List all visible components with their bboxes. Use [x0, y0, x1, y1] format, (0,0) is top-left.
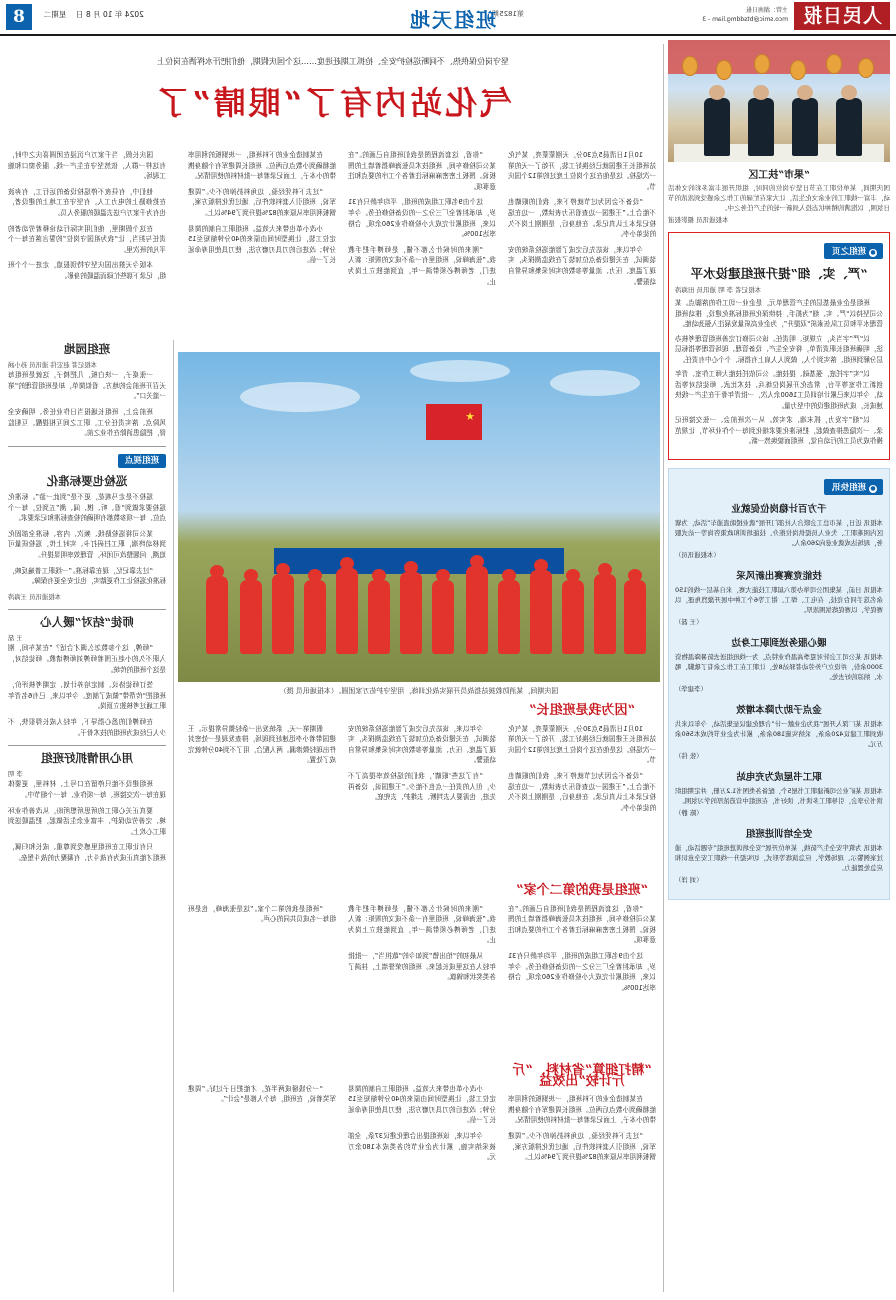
featured-article-title: “严、实、细”提升班组建设水平	[690, 266, 868, 281]
paragraph: 从最初的“怕出错”到如今的“敢担当”，一批批年轻人在这里成长起来。班组的荣誉墙上，挂满了各类奖状和锦旗。	[348, 951, 496, 982]
right-box-byline: 李 明	[8, 769, 23, 778]
column-label-banzu-shidian: 班组视点	[118, 454, 166, 469]
paragraph: 以“严”字当头，立规矩、明责任。该公司修订完善班组管理考核办法，明确班组长职责清单，将安全生产、设备管理、现场管理等指标层层分解到班组、落实到个人，做到人人肩上有指标、个个心中有责任。	[675, 334, 883, 364]
photo-person	[206, 576, 228, 654]
right-rail	[8, 340, 166, 869]
bullet-icon: ●	[870, 484, 876, 492]
news-title: 职工书屋成为充电站	[736, 771, 822, 783]
main-photo-caption: 国庆期间，某消防救援站指战员开展实战化训练，用坚守护佑万家团圆。（本报通讯员 摄）	[279, 687, 559, 695]
news-title: 千方百计稳岗位促就业	[731, 503, 827, 515]
paragraph: 在这个假期里，他们用实际行动诠释着劳动者的责任与担当，让“我为祖国守岗位”的誓言落在每一个平凡的班次里。	[8, 224, 166, 254]
paragraph: 这个由9名职工组成的班组，平均年龄只有31岁，却承担着全厂三分之一的设备检修任务。今年以来，班组累计完成大小检修作业260余项，合格率达100%。	[348, 198, 496, 239]
paragraph: 以“实”字托底，强基础、提技能。公司依托技能大师工作室、青年创新工作室等平台，常态化开展岗位练兵、技术比武、师徒结对等活动，今年以来已累计培训员工1600余人次，一批青年骨干在生产一线快速成长，成为班组建设的中坚力量。	[675, 370, 883, 410]
section-1-col-b	[348, 700, 496, 808]
news-title: 安全培训进班组	[745, 828, 813, 840]
news-text: 本报讯 某公司工会针对夏季高温作业特点，为一线班组送去防暑降温物资3000余份，并设立户外劳动者驿站8处，让职工在工作之余有了歇脚、喝水、纳凉的好去处。	[675, 652, 883, 681]
masthead-subline	[702, 6, 788, 24]
masthead	[0, 0, 896, 36]
paragraph: 小改小革也带来大效益。班组职工自制的简易定位工装，让换型时间由原来的40分钟缩短至15分钟；改进后的刀具刃磨方法，使刀具使用寿命延长了一倍。	[188, 224, 336, 265]
paragraph: “有了这些‘眼睛’，我们的巡检效率提高了不少，但人的责任一点也不能少。”王建国说，设备再先进，也需要人去判断、去维护、去兜底。	[348, 771, 496, 802]
weekday-text: 星期二	[44, 10, 67, 19]
page-number: 8	[6, 4, 32, 30]
paragraph: “设备不会因为过节就停下来，我们的眼睛也不能合上。”王建国一边查看压力表读数，一边在巡检记录本上认真记录。在他身后，是刚刚上岗不久的徒弟小李。	[508, 771, 656, 812]
news-text: 本报讯 某厂深入开展“我为企业献一计”合理化建议征集活动，今年以来共收到职工建议420余条，采纳实施180余条，累计为企业节约成本560余万元。	[675, 719, 883, 748]
paragraph: 班组是企业最基层的生产管理单元，是企业一切工作的落脚点。某公司坚持以“严、实、细”为抓手，持续深化班组标准化建设，推动班组管理水平和员工队伍素质“双提升”，为企业高质量发展注入强劲动能。	[675, 299, 883, 328]
news-source: （王 磊）	[675, 617, 703, 626]
paragraph: 假期第一天，系统发出一条轻微异常提示。王建国带着小李迅速赶到现场，排查发现是一处密封件出现轻微渗漏。两人配合，用了不到40分钟就完成了处置。	[188, 724, 336, 765]
photo-person	[466, 566, 488, 654]
featured-article-byline: 本报记者 李 明 通讯员 田海涛	[675, 286, 762, 294]
photo-person	[594, 574, 616, 654]
paragraph: “刚来的时候什么都不懂，是师傅手把手教我。”张海峰说，班组里有一条不成文的规矩：新人进门，老师傅必须带满一年，直到能独立上岗为止。	[348, 245, 496, 286]
news-text: 本报讯 日前，某集团公司举办第六届职工技能大赛，来自基层一线的150余名选手同台竞技，在电工、焊工、钳工等6个工种中展开激烈角逐，以赛促学、以赛促练氛围浓厚。	[675, 585, 883, 614]
paragraph: “你看，这套流程图是我们班组自己画的。”在某公司检修车间，班组技术员张海峰指着墙上的图板说。图板上密密麻麻标注着各个工序的要点和注意事项。	[508, 904, 656, 945]
paragraph: 小改小革也带来大效益。班组职工自制的简易定位工装，让换型时间由原来的40分钟缩短至15分钟；改进后的刀具刃磨方法，使刀具使用寿命延长了一倍。	[348, 1084, 496, 1125]
news-source: （陈 静）	[675, 808, 703, 817]
paragraph: 今年以来，该班组提出合理化建议37条，全部被采纳实施，累计为企业节约各类成本180余万元。	[348, 1131, 496, 1162]
news-source: （刘 洋）	[675, 875, 703, 884]
section-2-col-b	[348, 880, 496, 988]
issue-number: 第1825期	[492, 10, 524, 18]
section-heading-spacer2	[188, 886, 336, 897]
column-label-banzu-zhiye: ●班组之页	[824, 243, 883, 259]
column-divider	[173, 340, 174, 1292]
paragraph: 本版今天推出国庆坚守特别报道，走进一个个班组，记录下那些忙碌而温暖的身影。	[8, 261, 166, 280]
photo-person	[748, 98, 774, 156]
paragraph: 某公司将巡检路线、频次、内容、标准全部固化到移动终端，职工扫码打卡、实时上传，巡检质量可追溯，问题整改可闭环，管理效率明显提升。	[8, 529, 166, 559]
cloud-shape	[240, 382, 360, 412]
featured-article-body	[675, 298, 883, 447]
paragraph: “设备不会因为过节就停下来，我们的眼睛也不能合上。”王建国一边查看压力表读数，一边在巡检记录本上认真记录。在他身后，是刚刚上岗不久的徒弟小李。	[508, 198, 656, 239]
paragraph: 班组建设不能只停留在口号上、材料里，更要体现在每一次交接班、每一项作业、每一个细节中。	[8, 780, 166, 799]
photo-person	[272, 574, 294, 654]
news-text: 本报讯 近日，某市总工会联合人社部门开展“就业援助直通车”活动，为辖区内困难职工、失业人员提供岗位推介、技能培训和政策咨询等一站式服务，现场达成就业意向260余人。	[675, 518, 883, 547]
paragraph: “过去靠记忆，现在靠标准。”一线职工普遍反映，标准化巡检让工作更踏实，也让安全更有保障。	[8, 566, 166, 586]
lantern-icon	[682, 56, 698, 76]
right-box-byline: 本报记者 赵宏伟 通讯员 孙小涵	[8, 360, 98, 369]
cloud-shape	[410, 360, 510, 382]
news-title: 暖心服务送到职工身边	[731, 637, 827, 649]
text-column-1	[508, 150, 656, 292]
list-item	[675, 568, 883, 626]
paragraph: 10月1日清晨5点30分，天刚蒙蒙亮，某气化站班组长王建国就已经换好工装，开始了一天的第一次巡检。这是他在这个岗位上度过的第12个国庆节。	[508, 151, 656, 191]
paragraph: “你看，这套流程图是我们班组自己画的。”在某公司检修车间，班组技术员张海峰指着墙上的图板说。图板上密密麻麻标注着各个工序的要点和注意事项。	[348, 151, 496, 191]
paragraph: 只有让职工在班组里感受到尊重、成长和归属，班组才能真正成为有战斗力、有凝聚力的战斗堡垒。	[8, 843, 166, 862]
section-heading-spacer	[348, 706, 496, 717]
section-title: 班组天地	[408, 8, 496, 32]
news-title: 金点子助力降本增效	[736, 704, 822, 716]
right-box-title: 师徒“结对”暖人心	[40, 615, 134, 630]
news-source: （李建华）	[675, 684, 707, 693]
paragraph: “过去下料凭经验，边角料扔掉的不少。”周建军说，班组引入套料软件后，通过优化排版方案，钢板利用率从原来的82%提升到了94%以上。	[508, 1131, 656, 1162]
photo-person	[368, 580, 390, 654]
paragraph: “刚来的时候什么都不懂，是师傅手把手教我。”张海峰说，班组里有一条不成文的规矩：新人进门，老师傅必须带满一年，直到能独立上岗为止。	[348, 904, 496, 945]
bullet-icon: ●	[870, 249, 876, 256]
paragraph: 在某制造企业的下料班组，一块钢板的利用率能精确到小数点后两位。班组长周建军有个随身携带的小本子，上面记录着每一批材料的使用情况。	[508, 1095, 656, 1125]
paragraph: 要真正关心职工的所思所想所盼，从改善作业环境、完善劳动保护、丰富业余生活做起，把温暖送到职工心坎上。	[8, 806, 166, 836]
divider	[8, 609, 166, 610]
main-headline: 气化站内有了“眼睛”了	[154, 84, 512, 122]
list-item	[675, 635, 883, 693]
photo-person	[624, 580, 646, 654]
divider	[8, 745, 166, 746]
feature-photo	[668, 40, 890, 162]
photo-person	[400, 572, 422, 654]
paragraph: 国庆长假，当千家万户沉浸在团圆喜庆之中时，有这样一群人，依然坚守在生产一线、服务窗口和施工现场。	[8, 151, 166, 181]
masthead-sub-line1: 主管：湖南日报	[745, 7, 788, 14]
news-source: （张 伟）	[675, 751, 703, 760]
section-heading: “班组是我的第二个家”	[516, 883, 648, 898]
headline-kicker: 坚守岗位保供热、不间断巡检护安全、抢抓工期赶进度……这个国庆假期，他们把汗水挥洒在岗位上	[157, 57, 509, 66]
section-1-col-c	[188, 700, 336, 771]
photo-caption-text: 国庆期间，某单位职工在节日坚守岗位的同时，组织开展丰富多彩的文体活动，丰富一线职工的业余文化生活，让大家在忙碌的工作之余感受到浓浓的节日氛围，以饱满的精神状态投入到新一轮的生产任务之中。	[668, 184, 890, 212]
news-text: 本报讯 某矿业公司新建职工书屋5个，配备各类图书1.2万册，并定期组织读书分享会，引导职工多读书、读好书，在班组中营造浓厚的学习氛围。	[675, 786, 883, 805]
photo-person	[240, 580, 262, 654]
national-flag	[426, 404, 482, 440]
photo-person	[336, 568, 358, 654]
publish-date	[44, 9, 144, 20]
news-text: 本报讯 为筑牢安全生产防线，某单位开展“安全培训进班组”专题活动，通过案例警示、现场教学、应急演练等形式，切实提升一线职工安全意识和应急处置能力。	[675, 843, 883, 872]
section-2-col-a	[508, 880, 656, 998]
text-column-4	[8, 150, 166, 287]
paragraph: 他们中，有昼夜不停巡检设备的运行工，有奔波在抢修路上的电力工人，有坚守在工地上的建设者，也有为千家万户送去温暖的服务人员。	[8, 187, 166, 217]
masthead-sub-line2: mco.smic@btsddmg.liam - 3	[702, 16, 788, 23]
list-item	[675, 702, 883, 760]
photo-credit: 本报通讯员 摄影报道	[668, 216, 729, 224]
divider	[8, 446, 166, 447]
section-1-col-a	[508, 700, 656, 818]
news-title: 技能竞赛赛出新风采	[736, 570, 822, 582]
section-3-col-c	[188, 1060, 336, 1110]
section-heading: “精打细算”省材料，“斤斤计较”出效益	[512, 1063, 652, 1089]
photo-person	[304, 580, 326, 654]
right-box-2	[8, 454, 166, 487]
lantern-icon	[754, 54, 770, 74]
news-brief-box	[668, 468, 890, 900]
photo-person	[792, 98, 818, 156]
photo-person	[562, 580, 584, 654]
paragraph: 在师傅们的悉心指导下，年轻人成长得很快，不少人已经成为班组的技术骨干。	[8, 718, 166, 737]
paragraph: 签订师徒协议、制定培养计划、定期考核评价，班组把“传帮带”做成了制度。今年以来，已有6名青年职工通过考核独立顶岗。	[8, 681, 166, 711]
paragraph: 在某制造企业的下料班组，一块钢板的利用率能精确到小数点后两位。班组长周建军有个随身携带的小本子，上面记录着每一批材料的使用情况。	[188, 151, 336, 181]
cloud-shape	[550, 370, 640, 396]
section-3-col-a	[508, 1060, 656, 1168]
section-heading: “因为我是班组长”	[529, 703, 635, 718]
paragraph: 这个由9名职工组成的班组，平均年龄只有31岁，却承担着全厂三分之一的设备检修任务。今年以来，班组累计完成大小检修作业260余项，合格率达100%。	[508, 951, 656, 992]
photo-person	[498, 580, 520, 654]
photo-person	[836, 98, 862, 156]
section-heading-spacer	[348, 886, 496, 897]
newspaper-logo: 人民日报	[794, 2, 890, 30]
star-icon: ★	[465, 410, 475, 423]
date-text: 2024 年 10 月 8 日	[76, 10, 144, 19]
section-2-col-c	[188, 880, 336, 930]
paragraph: 一张桌子，一块白板，几把椅子，这就是班组每天召开班前会的地方。看似简单，却是班组管理的“第一道关口”。	[8, 371, 166, 401]
paragraph: “过去下料凭经验，边角料扔掉的不少。”周建军说，班组引入套料软件后，通过优化排版方案，钢板利用率从原来的82%提升到了94%以上。	[188, 187, 336, 217]
right-box-title: 巡检也要标准化	[46, 474, 128, 489]
paragraph: 巡检不是走马观花，更不是“到此一游”。标准化巡检要求做到“看、听、摸、闻、测”五到位，每一个点位、每一项参数都有明确的检查标准和记录要求。	[8, 492, 166, 523]
list-item	[675, 826, 883, 884]
column-divider	[663, 44, 664, 1292]
paragraph: “班组是我的第二个家。”这是张海峰，也是班组每一名成员共同的心声。	[188, 904, 336, 924]
photo-person	[704, 98, 730, 156]
news-source: （本报通讯员）	[675, 550, 720, 559]
lantern-icon	[826, 54, 842, 74]
text-column-2	[348, 150, 496, 292]
photo-person	[530, 570, 552, 654]
main-photo	[178, 352, 660, 682]
column-label-banzu-kuaixun: ●班组快讯	[824, 479, 883, 495]
photo-tent	[668, 40, 890, 74]
list-item	[675, 501, 883, 559]
paragraph: 10月1日清晨5点30分，天刚蒙蒙亮，某气化站班组长王建国就已经换好工装，开始了一天的第一次巡检。这是他在这个岗位上度过的第12个国庆节。	[508, 724, 656, 765]
paragraph: “师傅，这个参数怎么调才合适？”在某车间，刚入职不久的小赵正围着师傅刘师傅请教。师徒结对，是这个班组的传统。	[8, 644, 166, 674]
right-box-title: 用心用情抓好班组	[41, 751, 133, 766]
left-column	[668, 40, 890, 1292]
right-box-byline: 本报通讯员 王海涛	[8, 592, 62, 601]
right-box-1	[8, 344, 166, 370]
right-box-byline: 王 磊	[8, 633, 23, 642]
lantern-icon	[716, 60, 732, 80]
right-box-title: 班组园地	[64, 342, 110, 356]
lantern-icon	[790, 60, 806, 80]
photo-person	[432, 580, 454, 654]
paragraph: 今年以来，该站先后完成了智能巡检系统的安装调试，在关键设备点位加装了在线监测探头，实现了温度、压力、流量等参数的实时采集和异常自动报警。	[348, 724, 496, 765]
section-heading-spacer	[348, 1066, 496, 1077]
right-box-3	[8, 617, 166, 643]
paragraph: “一分钱掰成两半花，才能把日子过好。”周建军笑着说，在班组，每个人都是“会计”。	[188, 1084, 336, 1104]
section-heading-spacer2	[188, 706, 336, 717]
list-item	[675, 769, 883, 817]
featured-article-box	[668, 232, 890, 460]
paragraph: 以“细”字发力，抓末端、求实效。从一次班前会、一张交接班记录、一次隐患排查做起，把标准化要求细化到每一个作业环节，让规范操作成为员工的行动自觉，班组面貌焕然一新。	[675, 416, 883, 445]
right-box-4	[8, 753, 166, 779]
section-heading-spacer2	[188, 1066, 336, 1077]
photo-caption-title: “果市”扶工区	[748, 170, 810, 181]
paragraph: 班前会上，班组长通报当日作业任务、明确安全风险点、落实责任分工，职工之间互相提醒、互相监督，把隐患消除在作业之前。	[8, 407, 166, 438]
text-column-3	[188, 150, 336, 271]
lantern-icon	[858, 58, 874, 78]
paragraph: 今年以来，该站先后完成了智能巡检系统的安装调试，在关键设备点位加装了在线监测探头，实现了温度、压力、流量等参数的实时采集和异常自动报警。	[508, 245, 656, 286]
section-3-col-b	[348, 1060, 496, 1168]
photo-crowd	[178, 504, 660, 654]
